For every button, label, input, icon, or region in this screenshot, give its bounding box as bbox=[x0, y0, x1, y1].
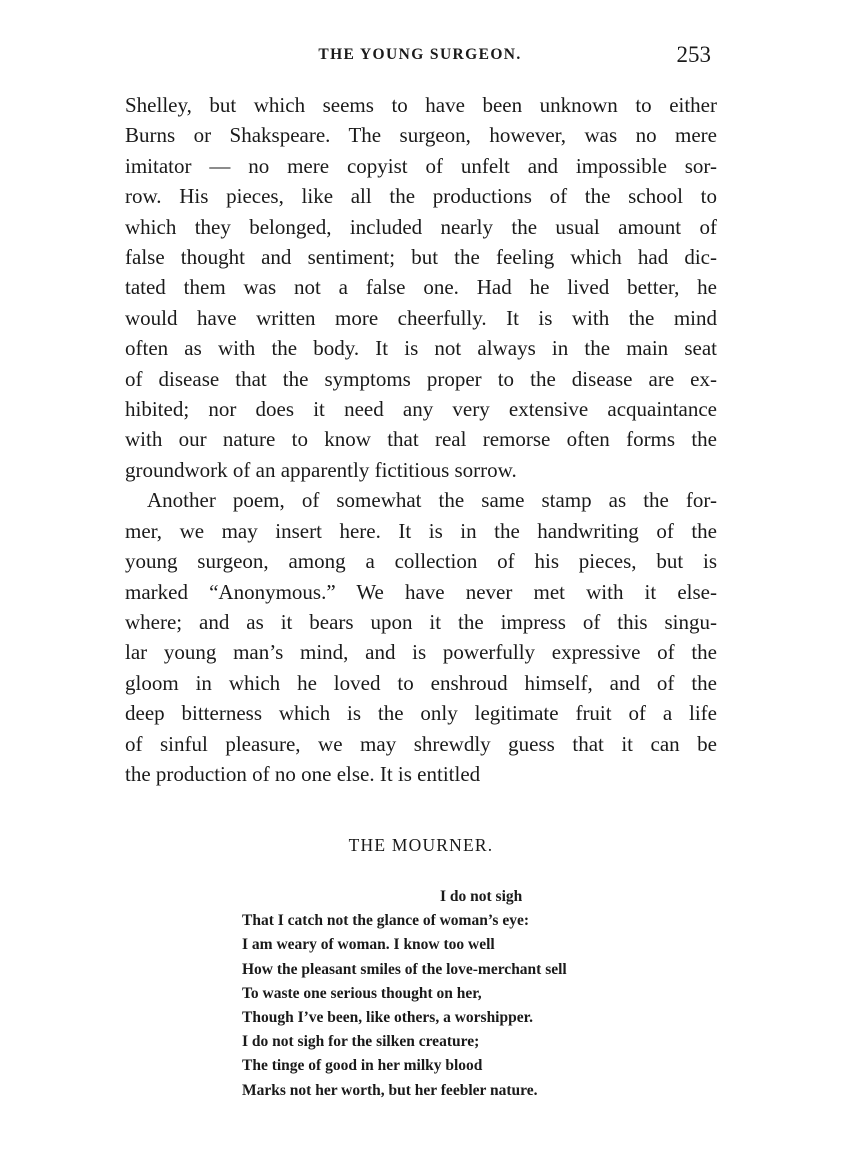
text-line: the production of no one else. It is entitled bbox=[125, 761, 481, 786]
verse-line: How the pleasant smiles of the love-merchant sell bbox=[242, 960, 567, 978]
text-line: which they belonged, included nearly the usual amount of bbox=[125, 214, 717, 239]
text-line: Shelley, but which seems to have been unknown to either bbox=[125, 93, 717, 117]
text-line: lar young man’s mind, and is powerfully expressive of the bbox=[125, 640, 717, 665]
text-line: of sinful pleasure, we may shrewdly guess that it can be bbox=[125, 731, 717, 756]
running-header bbox=[125, 40, 715, 80]
text-line: mer, we may insert here. It is in the handwriting of the bbox=[125, 518, 717, 543]
text-line: deep bitterness which is the only legitimate fruit of a life bbox=[125, 701, 717, 726]
body-text bbox=[125, 90, 717, 789]
poem-verse bbox=[242, 885, 682, 1103]
text-line: where; and as it bears upon it the impress of this singu- bbox=[125, 609, 717, 634]
text-line: groundwork of an apparently fictitious sorrow. bbox=[125, 457, 517, 482]
page-number: 253 bbox=[676, 42, 711, 67]
poem-title: THE MOURNER. bbox=[348, 835, 494, 855]
text-line: row. His pieces, like all the productions of the school to bbox=[125, 184, 717, 209]
verse-line: I am weary of woman. I know too well bbox=[242, 936, 495, 954]
text-line: often as with the body. It is not always in the main seat bbox=[125, 336, 717, 361]
text-line: Another poem, of somewhat the same stamp as the for- bbox=[147, 488, 717, 513]
paragraph-2 bbox=[125, 485, 717, 789]
verse-line: I do not sigh bbox=[440, 888, 523, 905]
text-line: Burns or Shakspeare. The surgeon, however, was no mere bbox=[125, 123, 717, 148]
verse-line: I do not sigh for the silken creature; bbox=[242, 1033, 480, 1051]
text-line: imitator — no mere copyist of unfelt and impossible sor- bbox=[125, 153, 717, 178]
paragraph-1 bbox=[125, 90, 717, 485]
verse-line: Though I’ve been, like others, a worshipper. bbox=[242, 1009, 533, 1027]
text-line: false thought and sentiment; but the feeling which had dic- bbox=[125, 245, 717, 270]
running-title: THE YOUNG SURGEON. bbox=[318, 46, 522, 63]
text-line: gloom in which he loved to enshroud himself, and of the bbox=[125, 670, 717, 695]
text-line: hibited; nor does it need any very extensive acquaintance bbox=[125, 397, 717, 422]
text-line: of disease that the symptoms proper to the disease are ex- bbox=[125, 366, 717, 391]
verse-line: That I catch not the glance of woman’s eye: bbox=[242, 912, 529, 930]
verse-line: Marks not her worth, but her feebler nature. bbox=[242, 1081, 538, 1099]
verse-line: To waste one serious thought on her, bbox=[242, 984, 482, 1002]
text-line: marked “Anonymous.” We have never met with it else- bbox=[125, 579, 717, 604]
text-line: young surgeon, among a collection of his pieces, but is bbox=[125, 549, 717, 574]
text-line: with our nature to know that real remorse often forms the bbox=[125, 427, 717, 452]
verse-line: The tinge of good in her milky blood bbox=[242, 1057, 483, 1075]
text-line: tated them was not a false one. Had he lived better, he bbox=[125, 275, 717, 300]
text-line: would have written more cheerfully. It is with the mind bbox=[125, 305, 717, 330]
